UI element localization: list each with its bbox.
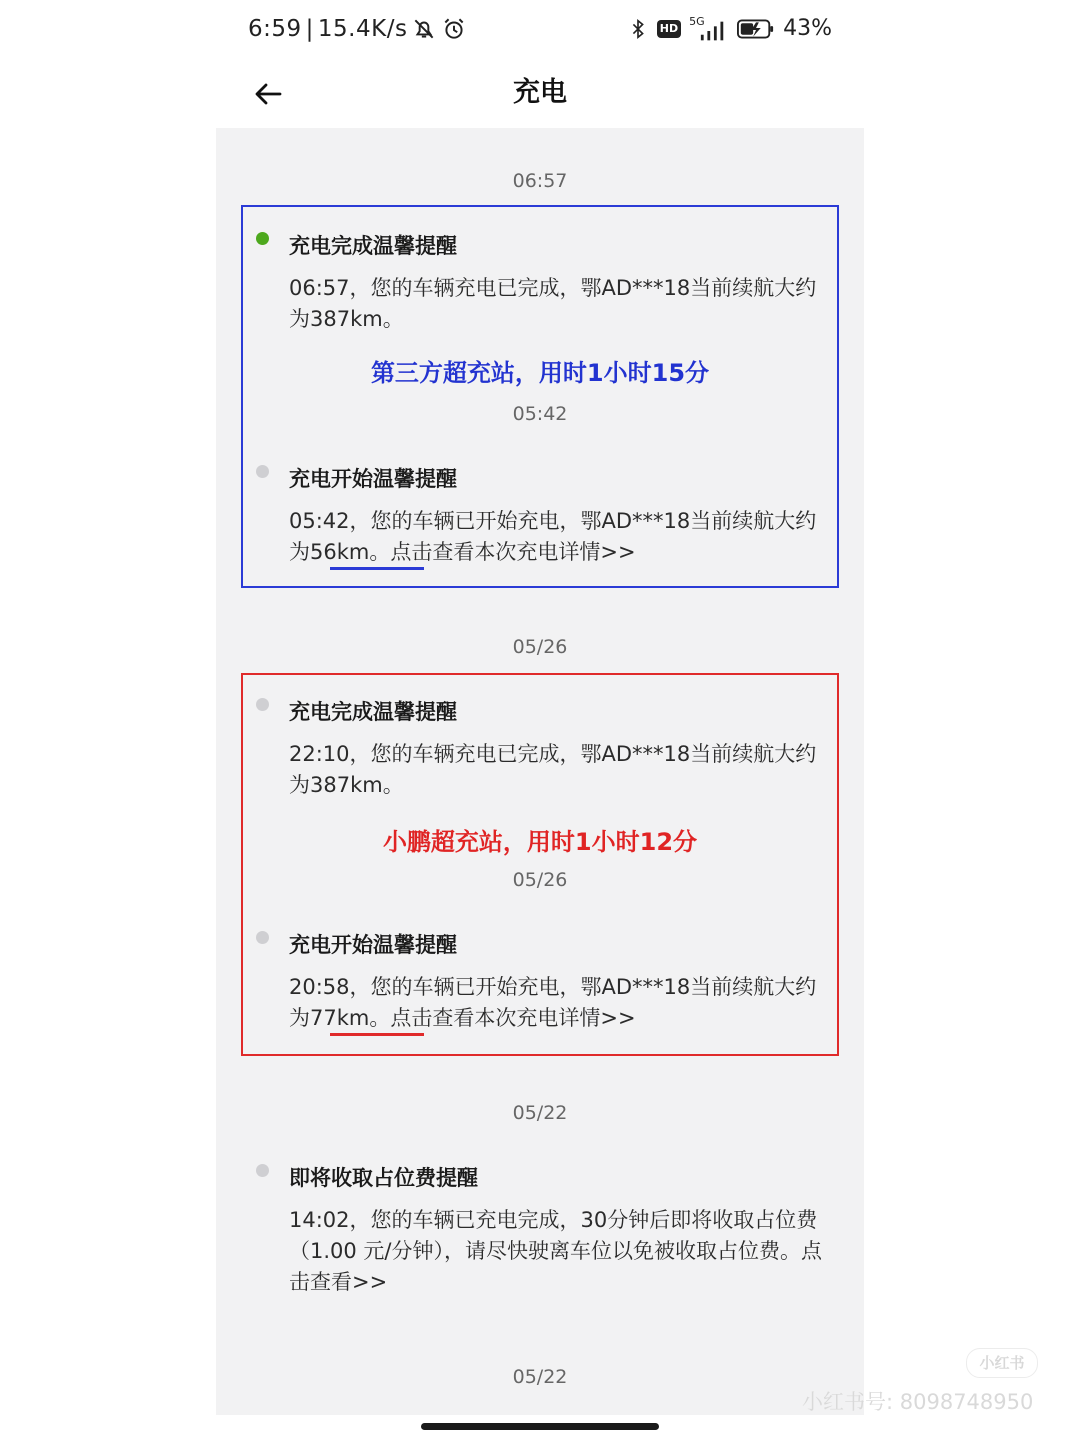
timestamp: 05:42	[512, 403, 568, 425]
mute-bell-icon	[411, 16, 437, 42]
message-body[interactable]: 06:57，您的车辆充电已完成，鄂AD***18当前续航大约为387km。	[289, 276, 817, 331]
hd-icon: HD	[657, 20, 681, 38]
message-body[interactable]	[289, 506, 829, 568]
battery-percent: 43%	[783, 16, 832, 41]
message-title[interactable]: 充电开始温馨提醒	[289, 467, 457, 491]
annotation-note-red: 小鹏超充站，用时1小时12分	[382, 828, 698, 856]
timestamp: 05/26	[512, 869, 568, 891]
page-title: 充电	[513, 77, 567, 108]
underline-annotation-red	[330, 1033, 424, 1036]
status-left	[248, 16, 467, 42]
message-text: 14:02，您的车辆已充电完成，30分钟后即将收取占位费（1.00 元/分钟），请尽快驶离车位以免被收取占位费。	[289, 1208, 818, 1263]
status-right	[627, 16, 832, 41]
app-header	[216, 62, 864, 128]
read-dot	[256, 698, 269, 711]
status-time: 6:59	[248, 16, 302, 42]
message-title[interactable]: 充电开始温馨提醒	[289, 933, 457, 957]
message-body[interactable]	[289, 972, 829, 1034]
alarm-icon	[441, 16, 467, 42]
signal-bars-icon	[699, 21, 727, 41]
message-text: 05:42，您的车辆已开始充电，鄂AD***18当前续航大约为56km。	[289, 509, 817, 564]
charge-details-link[interactable]: 点击查看本次充电详情>>	[390, 540, 636, 564]
watermark-logo: 小红书	[966, 1348, 1038, 1378]
bluetooth-icon	[627, 17, 649, 41]
message-title[interactable]: 充电完成温馨提醒	[289, 700, 457, 724]
read-dot	[256, 465, 269, 478]
message-title[interactable]: 即将收取占位费提醒	[289, 1166, 478, 1190]
message-body[interactable]	[289, 1205, 829, 1298]
status-separator: |	[305, 16, 314, 42]
annotation-note-blue: 第三方超充站，用时1小时15分	[370, 359, 710, 387]
occupancy-fee-link[interactable]: 点击查看>>	[289, 1239, 823, 1294]
charge-details-link[interactable]: 点击查看本次充电详情>>	[390, 1006, 636, 1030]
timestamp: 05/22	[512, 1366, 568, 1388]
message-list	[216, 128, 864, 1415]
timestamp: 05/22	[512, 1102, 568, 1124]
timestamp: 05/26	[512, 636, 568, 658]
network-type-label: 5G	[689, 14, 705, 28]
message-title[interactable]: 充电完成温馨提醒	[289, 234, 457, 258]
battery-charging-icon	[737, 18, 775, 40]
message-text: 20:58，您的车辆已开始充电，鄂AD***18当前续航大约为77km。	[289, 975, 817, 1030]
unread-dot	[256, 232, 269, 245]
underline-annotation-blue	[330, 567, 424, 570]
message-body[interactable]: 22:10，您的车辆充电已完成，鄂AD***18当前续航大约为387km。	[289, 742, 817, 797]
read-dot	[256, 931, 269, 944]
timestamp: 06:57	[512, 170, 568, 192]
watermark-text: 小红书号: 8098748950	[802, 1390, 1034, 1414]
status-bar	[0, 0, 1080, 62]
home-indicator[interactable]	[421, 1423, 659, 1430]
signal-icon	[689, 14, 729, 41]
status-network-speed: 15.4K/s	[317, 16, 408, 42]
read-dot	[256, 1164, 269, 1177]
